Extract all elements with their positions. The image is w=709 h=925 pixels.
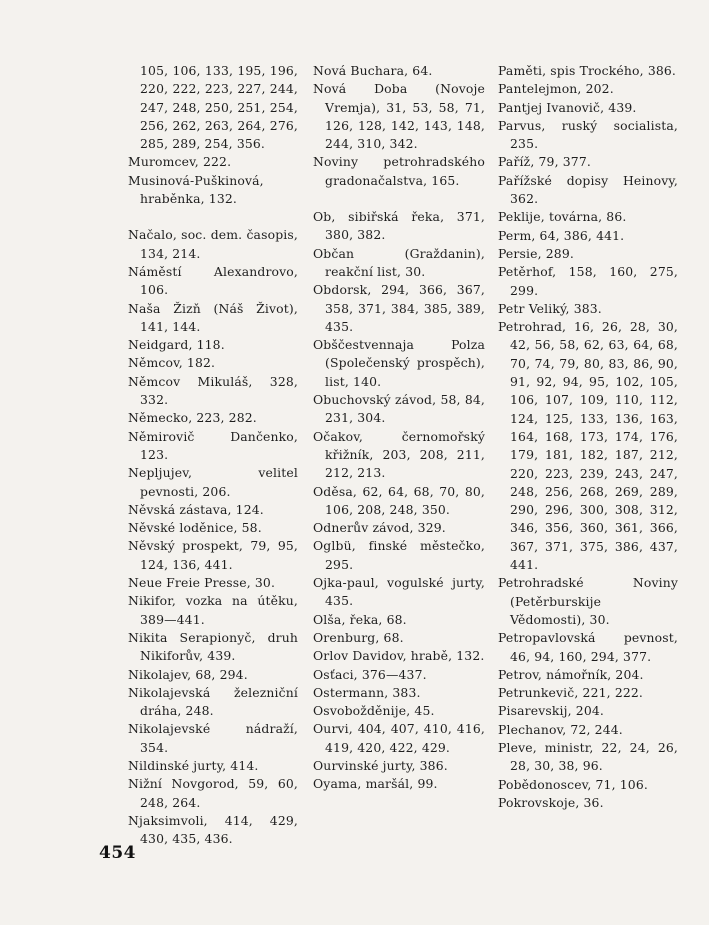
index-entry: Němirovič Dančenko, 123. xyxy=(128,428,298,462)
index-entry: Něvský prospekt, 79, 95, 124, 136, 441. xyxy=(128,538,298,572)
index-entry: Parvus, ruský socialista, 235. xyxy=(498,117,678,152)
index-entry: Neue Freie Presse, 30. xyxy=(128,575,276,591)
index-entry: Peklije, továrna, 86. xyxy=(498,209,627,225)
index-entry: Osťaci, 376—437. xyxy=(313,666,427,682)
index-entry: Němcov, 182. xyxy=(128,355,216,371)
index-entry: Obuchovský závod, 58, 84, 231, 304. xyxy=(313,392,485,426)
index-entry: Nikita Serapionyč, druh Nikiforův, 439. xyxy=(128,629,298,664)
index-entry: Pantjej Ivanovič, 439. xyxy=(498,99,637,115)
index-entry: Ojka-paul, vogulské jurty, 435. xyxy=(313,575,485,609)
index-entry: Nižní Novgorod, 59, 60, 248, 264. xyxy=(128,776,298,810)
index-entry: Nová Doba (Novoje Vremja), 31, 53, 58, 71, 126, 128, 142, 143, 148, 244, 310, 342. xyxy=(313,81,485,152)
index-entry: Pantelejmon, 202. xyxy=(498,81,614,97)
index-entry: 105, 106, 133, 195, 196, 220, 222, 223, 227, 244, 247, 248, 250, 251, 254, 256, 262, 263, 264, 276, 285, 289, 254, 356. xyxy=(140,63,298,152)
index-entry: Neidgard, 118. xyxy=(128,337,225,353)
index-entry: Plechanov, 72, 244. xyxy=(498,721,623,737)
index-entry: Nikolajevská železniční dráha, 248. xyxy=(128,684,298,719)
page-number: 454 xyxy=(99,843,136,863)
index-entry: Paříž, 79, 377. xyxy=(498,154,591,170)
index-entry: Občan (Graždanin), reakční list, 30. xyxy=(313,245,485,279)
index-entry: Německo, 223, 282. xyxy=(128,410,257,426)
index-entry: Pisarevskij, 204. xyxy=(498,703,604,719)
index-entry: Petrov, námořník, 204. xyxy=(498,666,644,682)
index-entry: Pokrovskoje, 36. xyxy=(498,794,604,810)
index-entry: Ourvinské jurty, 386. xyxy=(313,757,448,773)
index-entry: Noviny petrohradského gradonačalstva, 165. xyxy=(313,154,485,188)
index-entry: Nikolajev, 68, 294. xyxy=(128,666,248,682)
index-entry: Něvská zástava, 124. xyxy=(128,501,264,517)
index-entry: Petropavlovská pevnost, 46, 94, 160, 294, 377. xyxy=(498,630,678,664)
index-entry: Pařížské dopisy Heinovy, 362. xyxy=(498,172,678,207)
index-entry: Načalo, soc. dem. časopis, 134, 214. xyxy=(128,227,298,261)
index-entry: Musinová-Puškinová, hraběnka, 132. xyxy=(128,172,264,207)
index-entry: Nikolajevské nádraží, 354. xyxy=(128,721,298,755)
index-entry: Němcov Mikuláš, 328, 332. xyxy=(128,373,298,408)
index-entry: Petrohradské Noviny (Petěrburskije Vědomosti), 30. xyxy=(498,575,678,627)
index-entry: Naša Žizň (Náš Život), 141, 144. xyxy=(128,300,298,334)
index-entry: Petr Veliký, 383. xyxy=(498,300,602,316)
index-entry: Nepljujev, velitel pevnosti, 206. xyxy=(128,465,298,499)
index-entry: Odnerův závod, 329. xyxy=(313,520,446,536)
index-entry: Perm, 64, 386, 441. xyxy=(498,227,625,243)
index-entry: Paměti, spis Trockého, 386. xyxy=(498,63,677,78)
index-entry: Ob, sibiřská řeka, 371, 380, 382. xyxy=(313,209,485,243)
index-entry: Muromcev, 222. xyxy=(128,154,232,170)
index-entry: Něvské loděnice, 58. xyxy=(128,520,262,536)
index-entry: Petrohrad, 16, 26, 28, 30, 42, 56, 58, 62, 63, 64, 68, 70, 74, 79, 80, 83, 86, 90, 91, 92, 94, 95, 102, 105, 106, 107, 109, 110, 112, 124, 125, 133, 136, 163, 164, 168, 173, 174, 176, 179, 181, 182, 187, 212, 220, 223, 239, 243, 247, 248, 256, 268, 269, 289, 290, 296, 300, 308, 312, 346, 356, 360, 361, 366, 367, 371, 375, 386, 437, 441. xyxy=(498,319,678,573)
index-entry: Pobědonoscev, 71, 106. xyxy=(498,776,648,792)
index-entry: Nildinské jurty, 414. xyxy=(128,757,259,773)
index-entry: Oglbü, finské městečko, 295. xyxy=(313,538,485,572)
index-entry: Obdorsk, 294, 366, 367, 358, 371, 384, 385, 389, 435. xyxy=(313,282,485,334)
index-column-3 xyxy=(498,62,678,812)
index-entry: Orenburg, 68. xyxy=(313,629,404,645)
index-entry: Petrunkevič, 221, 222. xyxy=(498,685,644,701)
index-entry: Osvobožděnije, 45. xyxy=(313,703,435,719)
index-entry: Petěrhof, 158, 160, 275, 299. xyxy=(498,264,678,298)
index-entry: Pleve, ministr, 22, 24, 26, 28, 30, 38, 96. xyxy=(498,739,678,774)
index-entry: Oyama, maršál, 99. xyxy=(313,776,438,792)
index-entry: Olša, řeka, 68. xyxy=(313,611,407,627)
index-entry: Oděsa, 62, 64, 68, 70, 80, 106, 208, 248, 350. xyxy=(313,483,485,517)
index-entry: Náměstí Alexandrovo, 106. xyxy=(128,263,298,298)
index-entry: Njaksimvoli, 414, 429, 430, 435, 436. xyxy=(128,812,298,847)
index-entry: Persie, 289. xyxy=(498,245,574,261)
index-entry: Orlov Davidov, hrabě, 132. xyxy=(313,648,485,664)
index-entry: Ostermann, 383. xyxy=(313,684,421,700)
index-entry: Očakov, černomořský křižník, 203, 208, 211, 212, 213. xyxy=(313,428,485,481)
index-entry: Obščestvennaja Polza (Společenský prospěch), list, 140. xyxy=(313,337,485,389)
index-column-2 xyxy=(313,62,485,794)
index-column-1 xyxy=(128,62,298,848)
index-entry: Nikifor, vozka na útěku, 389—441. xyxy=(128,593,298,627)
index-entry: Nová Buchara, 64. xyxy=(313,63,433,78)
index-entry: Ourvi, 404, 407, 410, 416, 419, 420, 422, 429. xyxy=(313,721,485,755)
